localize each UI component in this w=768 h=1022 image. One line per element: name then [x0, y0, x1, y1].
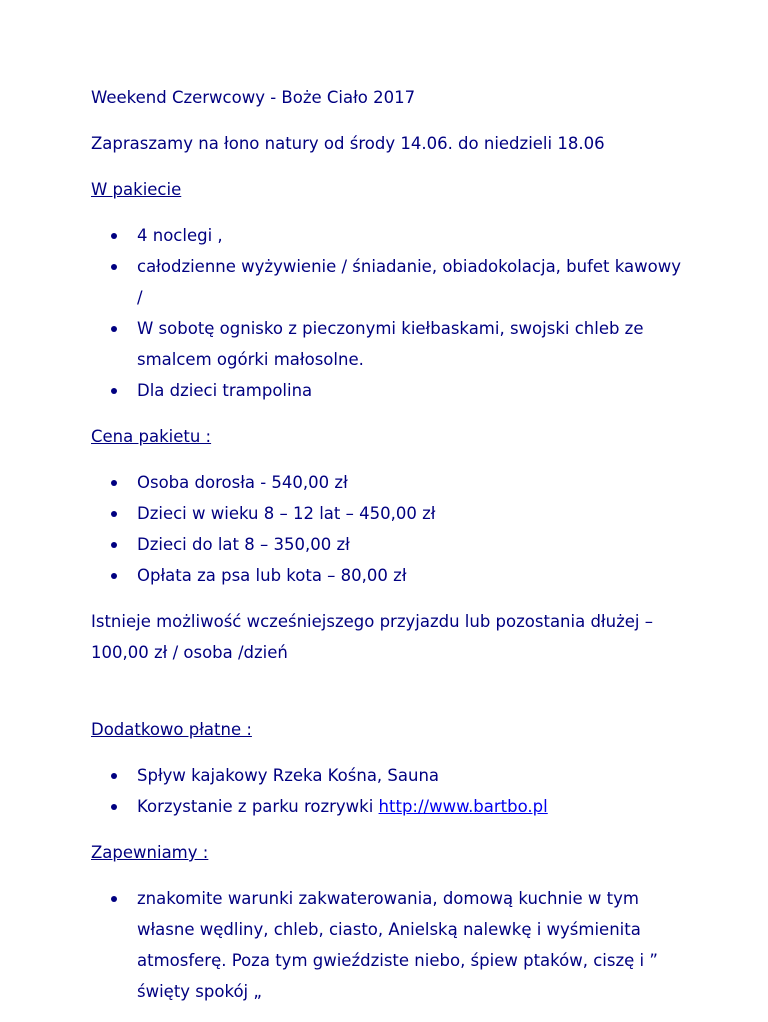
list-item: Spływ kajakowy Rzeka Kośna, Sauna [91, 760, 681, 791]
provide-heading: Zapewniamy : [91, 843, 209, 862]
price-heading: Cena pakietu : [91, 427, 212, 446]
list-item: Osoba dorosła - 540,00 zł [91, 467, 681, 498]
document-page [91, 82, 681, 1022]
list-item: całodzienne wyżywienie / śniadanie, obiadokolacja, bufet kawowy / [91, 251, 681, 313]
paid-extra-list [91, 760, 681, 822]
price-list [91, 467, 681, 591]
list-item: znakomite warunki zakwaterowania, domową kuchnie w tym własne wędliny, chleb, ciasto, Anielską nalewkę i wyśmienita atmosferę. Poza tym gwieździste niebo, śpiew ptaków, ciszę i ” święty spokój „ [91, 883, 681, 1007]
intro-text: Zapraszamy na łono natury od środy 14.06. do niedzieli 18.06 [91, 134, 605, 153]
list-item: Dla dzieci trampolina [91, 375, 681, 406]
list-item: W sobotę ognisko z pieczonymi kiełbaskami, swojski chleb ze smalcem ogórki małosolne. [91, 313, 681, 375]
package-heading: W pakiecie [91, 180, 182, 199]
paid-extra-heading: Dodatkowo płatne : [91, 720, 252, 739]
list-item-text: Korzystanie z parku rozrywki [137, 797, 379, 816]
extra-stay-text: Istnieje możliwość wcześniejszego przyjazdu lub pozostania dłużej – 100,00 zł / osoba /dzień [91, 612, 653, 662]
blank-line [91, 668, 681, 699]
list-item: Dzieci do lat 8 – 350,00 zł [91, 529, 681, 560]
package-list [91, 220, 681, 406]
document-title: Weekend Czerwcowy - Boże Ciało 2017 [91, 88, 416, 107]
list-item: Dzieci w wieku 8 – 12 lat – 450,00 zł [91, 498, 681, 529]
list-item: Opłata za psa lub kota – 80,00 zł [91, 560, 681, 591]
list-item: 4 noclegi , [91, 220, 681, 251]
list-item [91, 791, 681, 822]
provide-list [91, 883, 681, 1007]
website-link[interactable]: http://www.bartbo.pl [378, 797, 548, 816]
